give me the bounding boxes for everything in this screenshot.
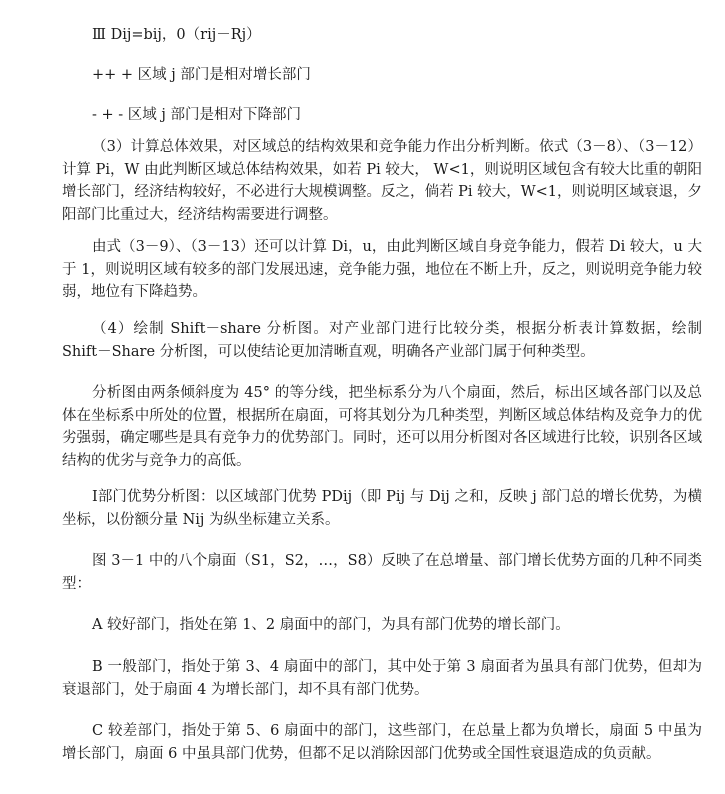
paragraph-type-a: A 较好部门，指处在第 1、2 扇面中的部门，为具有部门优势的增长部门。 xyxy=(92,617,570,633)
paragraph-overall-effect: （3）计算总体效果，对区域总的结构效果和竞争能力作出分析判断。依式（3－8）、（3－12）计算 Pi，W 由此判断区域总体结构效果，如若 Pi 较大， W<1，则说明区域包含有较大比重的朝阳增长部门，经济结构较好，不必进行大规模调整。反之，倘若 Pi 较大，W<1，则说明区域衰退，夕阳部门比重过大，经济结构需要进行调整。 xyxy=(62,139,702,223)
formula-line-dij: Ⅲ Dij=bij，0（rij－Rj） xyxy=(92,27,261,43)
paragraph-shift-share-chart: （4）绘制 Shift－share 分析图。对产业部门进行比较分类，根据分析表计算数据，绘制 Shift－Share 分析图，可以使结论更加清晰直观，明确各产业部门属于何种类型。 xyxy=(62,321,702,360)
paragraph-eight-sectors: 图 3－1 中的八个扇面（S1，S2，…，S8）反映了在总增量、部门增长优势方面的几种不同类型： xyxy=(62,553,702,592)
legend-line-relative-growth: ++ + 区域 j 部门是相对增长部门 xyxy=(92,67,311,83)
paragraph-sector-advantage: Ⅰ部门优势分析图：以区域部门优势 PDij（即 Pij 与 Dij 之和，反映 j 部门总的增长优势，为横坐标，以份额分量 Nij 为纵坐标建立关系。 xyxy=(62,489,702,528)
paragraph-sector-diagram: 分析图由两条倾斜度为 45° 的等分线，把坐标系分为八个扇面，然后，标出区域各部门以及总体在坐标系中所处的位置，根据所在扇面，可将其划分为几种类型，判断区域总体结构及竞争力的优劣强弱，确定哪些是具有竞争力的优势部门。同时，还可以用分析图对各区域进行比较，识别各区域结构的优劣与竞争力的高低。 xyxy=(62,385,702,469)
paragraph-competitiveness: 由式（3－9）、（3－13）还可以计算 Di，u，由此判断区域自身竞争能力，假若 Di 较大，u 大于 1，则说明区域有较多的部门发展迅速，竞争能力强，地位在不断上升，反之，则说明竞争能力较弱，地位有下降趋势。 xyxy=(62,239,702,300)
paragraph-type-b: B 一般部门，指处于第 3、4 扇面中的部门，其中处于第 3 扇面者为虽具有部门优势，但却为衰退部门，处于扇面 4 为增长部门，却不具有部门优势。 xyxy=(62,659,702,698)
legend-line-relative-decline: - + - 区域 j 部门是相对下降部门 xyxy=(92,107,301,123)
paragraph-type-c: C 较差部门，指处于第 5、6 扇面中的部门，这些部门，在总量上都为负增长，扇面 5 中虽为增长部门，扇面 6 中虽具部门优势，但都不足以消除因部门优势或全国性衰退造成的负贡献。 xyxy=(62,723,702,762)
